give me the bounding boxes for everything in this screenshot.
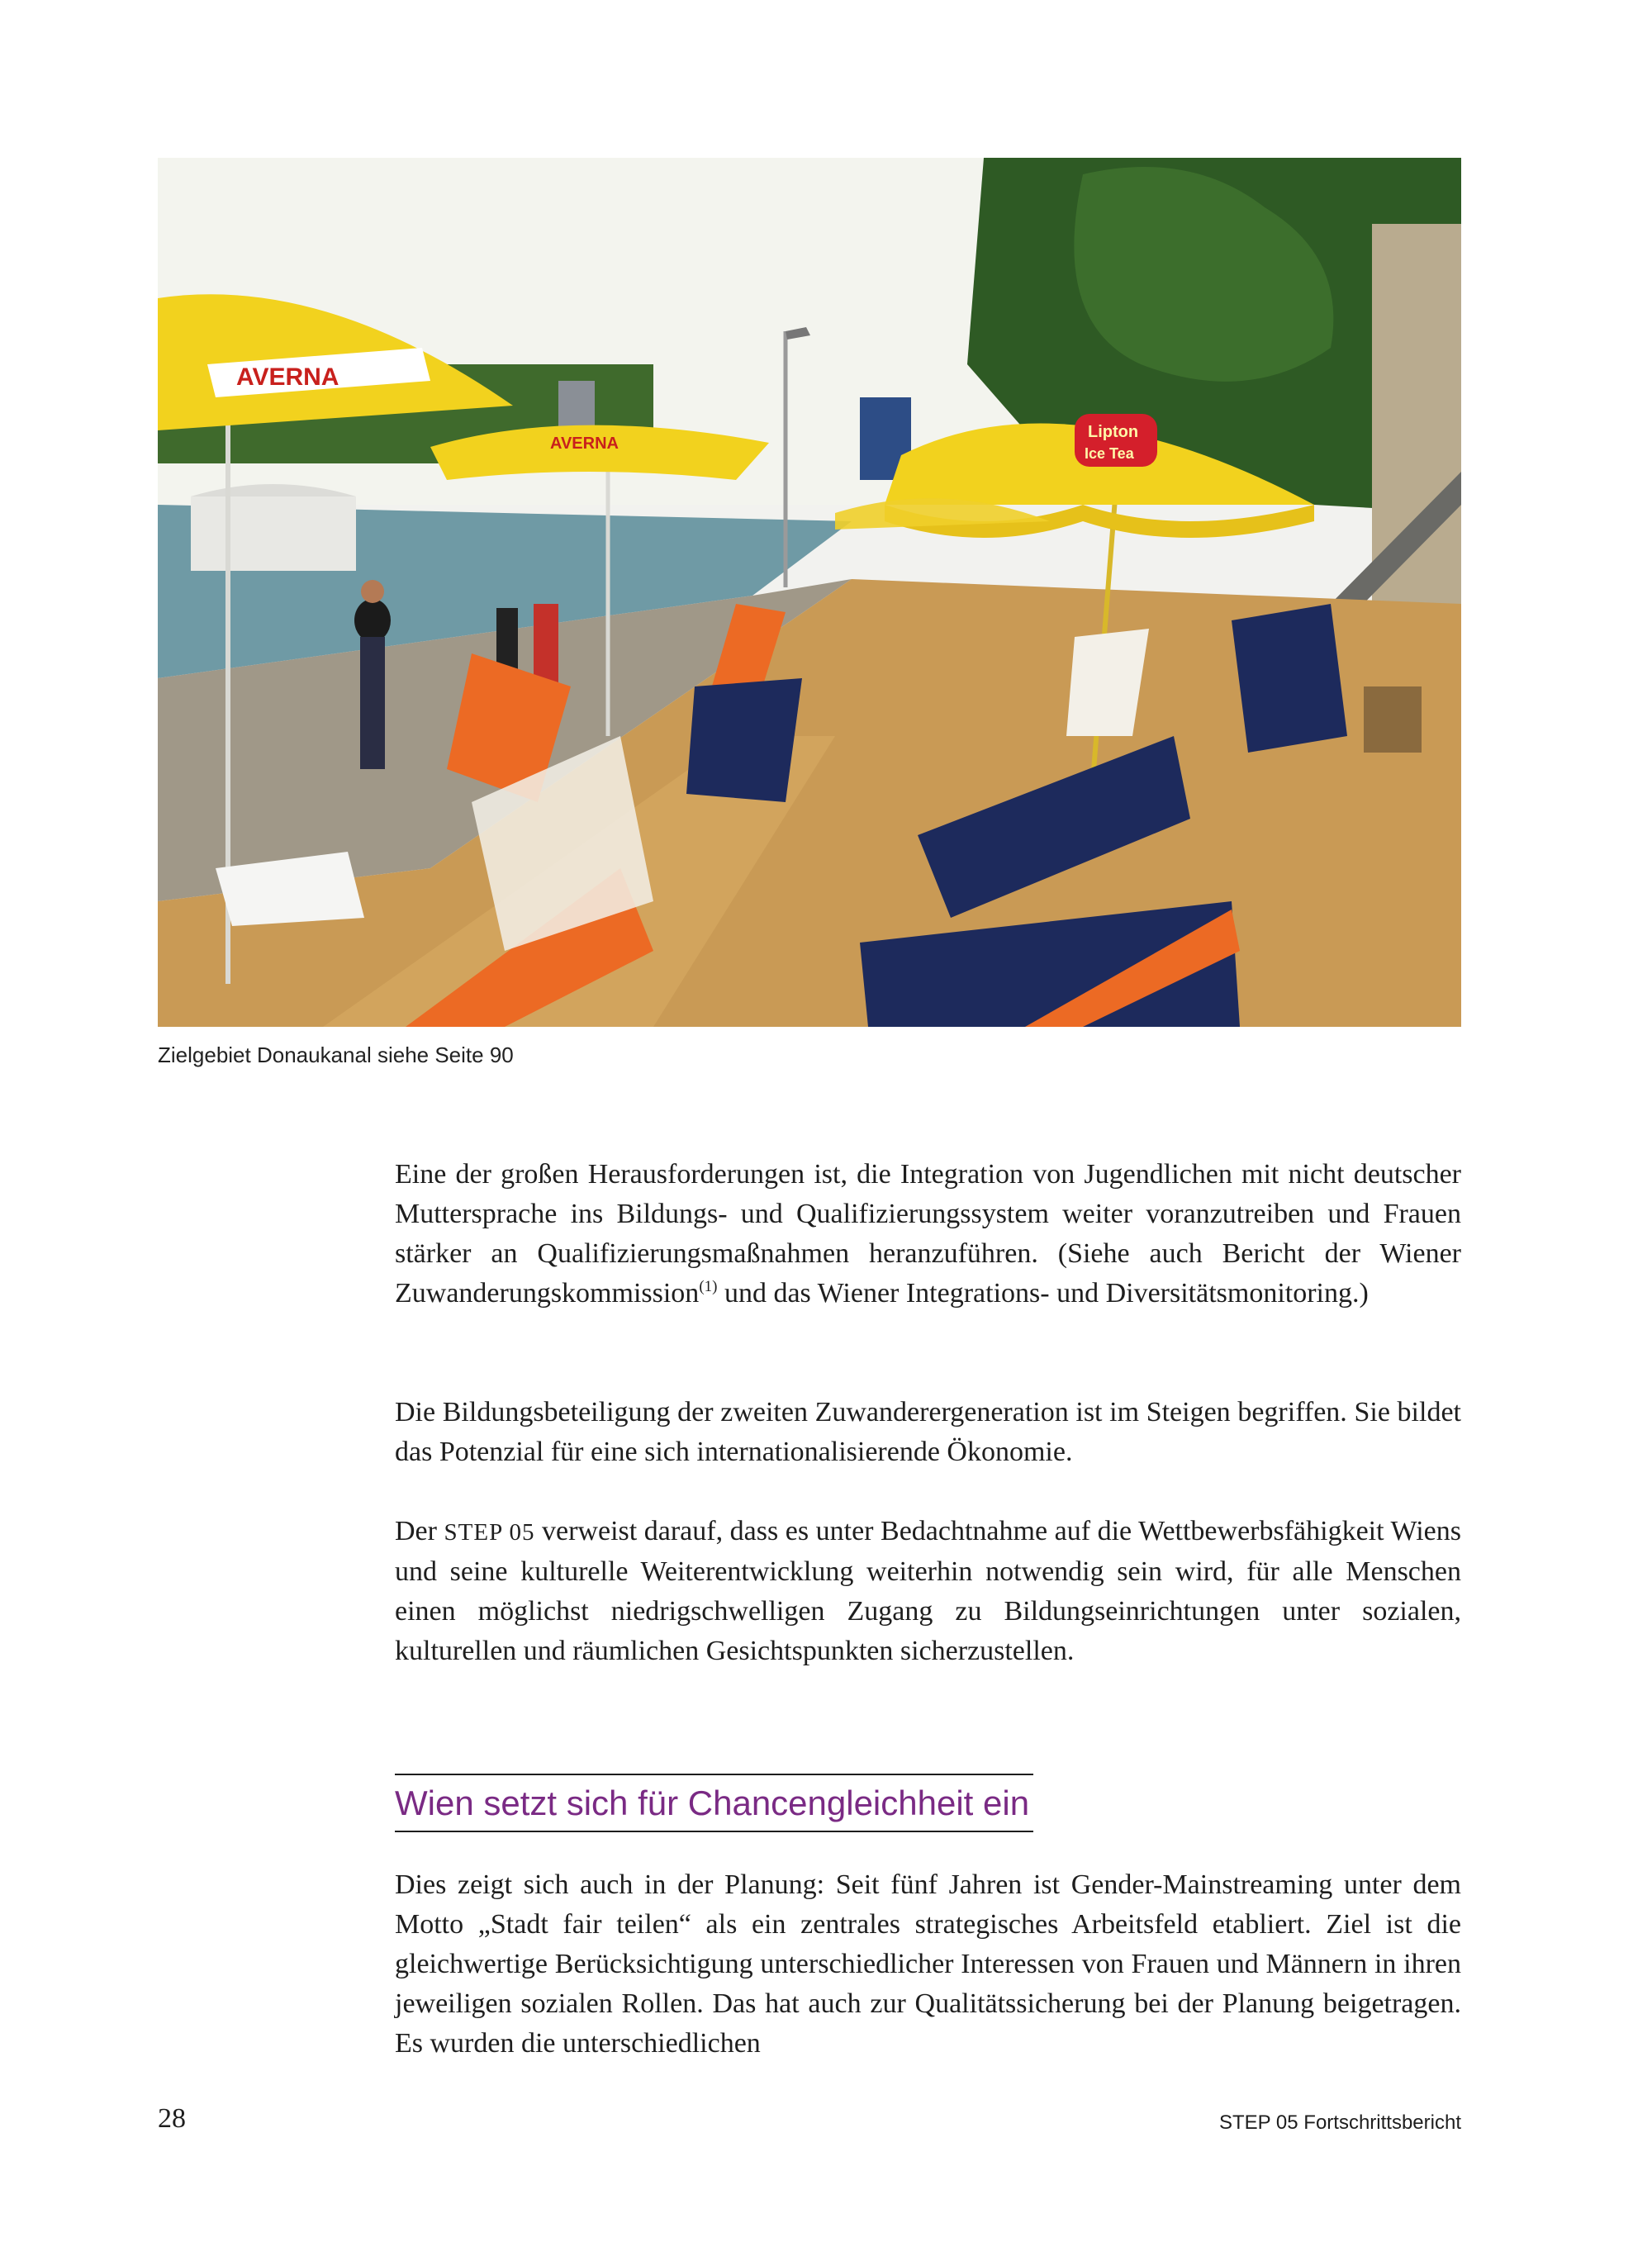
- beach-bar-illustration: [158, 158, 1461, 1027]
- walking-person-head: [361, 580, 384, 603]
- lipton-logo: Lipton: [1088, 423, 1139, 441]
- ice-tea-logo: Ice Tea: [1085, 445, 1134, 462]
- paragraph-education-participation: Die Bildungsbeteiligung der zweiten Zuwanderergeneration ist im Steigen begriffen. Sie bildet das Potenzial für eine sich internationalisierende Ökonomie.: [395, 1397, 1461, 1467]
- averna-logo-left: AVERNA: [236, 363, 339, 391]
- walking-person-legs: [360, 637, 385, 769]
- paragraph-step05: [395, 1512, 1461, 1671]
- beach-bar-photo: [158, 158, 1461, 1027]
- averna-logo-middle: AVERNA: [550, 435, 619, 453]
- walking-person-torso: [354, 599, 391, 642]
- navy-deck-chair-right: [1232, 604, 1347, 753]
- paragraph-integration-end: und das Wiener Integrations- und Diversitätsmonitoring.): [717, 1278, 1369, 1309]
- paragraph-integration-text: Eine der großen Herausforderungen ist, die Integration von Jugendlichen mit nicht deutscher Muttersprache ins Bildungs- und Qualifizierungssystem weiter voranzutreiben und Frauen stärker an Qualifizierungsmaßnahmen heranzuführen. (Siehe auch Bericht der Wiener Zuwanderungskommission: [395, 1159, 1461, 1309]
- paragraph-gender-mainstreaming: Dies zeigt sich auch in der Planung: Seit fünf Jahren ist Gender-Mainstreaming unter dem Motto „Stadt fair teilen“ als ein zentrales strategisches Arbeitsfeld etabliert. Ziel ist die gleichwertige Berücksichtigung unterschiedlicher Interessen von Frauen und Männern in ihren jeweiligen sozialen Rollen. Das hat auch zur Qualitätssicherung bei der Planung beigetragen. Es wurden die unterschiedlichen: [395, 1869, 1461, 2059]
- paragraph-integration: [395, 1155, 1461, 1313]
- footnote-marker: (1): [699, 1278, 718, 1295]
- picnic-basket: [1364, 686, 1422, 753]
- paragraph-step05-rest: verweist darauf, dass es unter Bedachtnahme auf die Wettbewerbsfähigkeit Wiens und seine kulturelle Weiterentwicklung weiterhin notwendig sein wird, für alle Menschen einen möglichst niedrigschwelligen Zugang zu Bildungseinrichtungen unter sozialen, kulturellen und räumlichen Gesichtspunkten sicherzustellen.: [395, 1516, 1461, 1666]
- section-heading: Wien setzt sich für Chancengleichheit ein: [395, 1774, 1033, 1832]
- photo-caption: Zielgebiet Donaukanal siehe Seite 90: [158, 1043, 514, 1067]
- step05-acronym: STEP 05: [444, 1519, 535, 1546]
- page-number: 28: [158, 2103, 186, 2134]
- navy-deck-chair-1: [686, 678, 802, 802]
- footer-title: STEP 05 Fortschrittsbericht: [1219, 2111, 1461, 2134]
- paragraph-step05-start: Der: [395, 1516, 444, 1546]
- boat-pavilion: [191, 496, 356, 571]
